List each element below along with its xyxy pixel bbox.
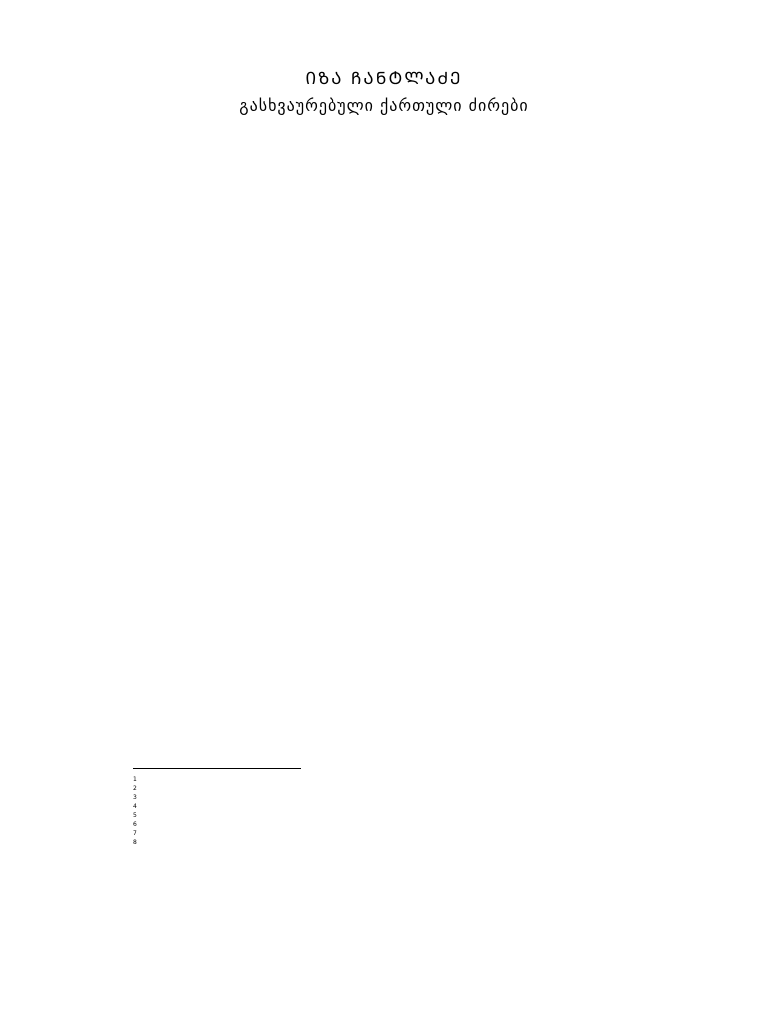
body-paragraph: [133, 187, 645, 200]
footnote-number: 7: [133, 830, 137, 837]
body-paragraph: [133, 213, 645, 226]
footnote: [133, 776, 645, 785]
footnote-number: 5: [133, 812, 137, 819]
footnote-text: [142, 830, 645, 839]
body-text: [133, 135, 645, 757]
footnote-number: 3: [133, 794, 137, 801]
footnote-number: 8: [133, 839, 137, 846]
footnote-number: 6: [133, 821, 137, 828]
footnote-separator: [133, 768, 301, 769]
body-paragraph: [133, 200, 645, 213]
footnote-number: 1: [133, 776, 137, 783]
body-paragraph: [133, 252, 645, 265]
footnote-text: [142, 839, 645, 848]
footnote: [133, 803, 645, 812]
footnotes: [133, 776, 645, 946]
body-paragraph: [133, 148, 645, 161]
footnote-text: [142, 812, 645, 821]
footnote-number: 2: [133, 785, 137, 792]
footnote-text: [142, 821, 645, 830]
footnote-text: [142, 776, 645, 785]
footnote: [133, 794, 645, 803]
body-paragraph: [133, 239, 645, 252]
footnote: [133, 812, 645, 821]
author-name: ᲘᲖᲐ ᲩᲐᲜᲢᲚᲐᲫᲔ: [305, 69, 463, 89]
paper-title: გასხვაურებული ქართული ძირები: [239, 96, 529, 115]
footnote-text: [142, 785, 645, 794]
footnote: [133, 839, 645, 848]
footnote-text: [142, 794, 645, 803]
body-paragraph: [133, 135, 645, 148]
footnote: [133, 821, 645, 830]
footnote-number: 4: [133, 803, 137, 810]
body-paragraph: [133, 174, 645, 187]
footnote-text: [142, 803, 645, 812]
footnote: [133, 785, 645, 794]
footnote: [133, 830, 645, 839]
body-paragraph: [133, 226, 645, 239]
body-paragraph: [133, 161, 645, 174]
